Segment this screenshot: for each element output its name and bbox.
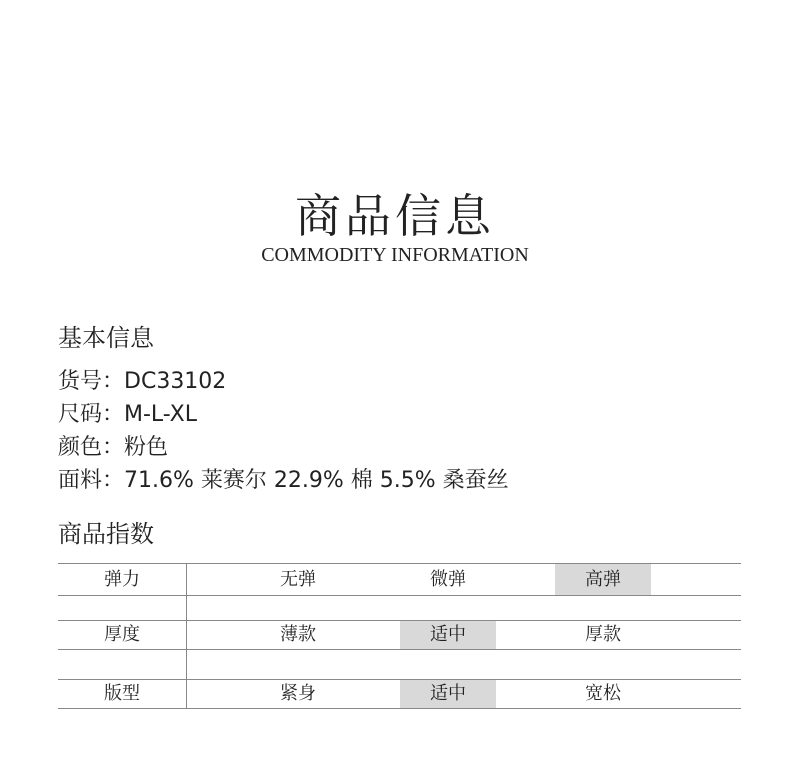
spec-list xyxy=(58,365,509,497)
page-title-en: COMMODITY INFORMATION xyxy=(261,244,529,266)
index-option: 宽松 xyxy=(585,683,621,704)
index-option: 厚款 xyxy=(585,624,621,645)
spec-item-sku xyxy=(58,365,509,398)
spec-item-size xyxy=(58,398,509,431)
index-table xyxy=(58,563,741,709)
index-option: 无弹 xyxy=(280,569,316,590)
index-row-label: 版型 xyxy=(104,683,140,704)
index-option: 薄款 xyxy=(280,624,316,645)
spec-label: 尺码： xyxy=(58,402,125,427)
spec-item-color xyxy=(58,431,509,464)
table-divider xyxy=(58,649,741,650)
index-option: 紧身 xyxy=(280,683,316,704)
spec-label: 货号： xyxy=(58,369,125,394)
table-divider xyxy=(58,708,741,709)
index-option-selected: 高弹 xyxy=(555,564,651,595)
index-option-selected: 适中 xyxy=(400,621,496,649)
table-divider xyxy=(58,595,741,596)
spec-item-fabric xyxy=(58,464,509,497)
index-option: 微弹 xyxy=(430,569,466,590)
basic-info-title: 基本信息 xyxy=(58,324,154,352)
table-column-divider xyxy=(186,563,187,709)
index-title: 商品指数 xyxy=(58,520,154,548)
spec-label: 面料： xyxy=(58,468,125,493)
spec-value: 粉色 xyxy=(124,435,169,460)
spec-value: 71.6% 莱赛尔 22.9% 棉 5.5% 桑蚕丝 xyxy=(124,468,509,493)
spec-value: M-L-XL xyxy=(124,402,197,427)
page-title-cn: 商品信息 xyxy=(295,189,495,243)
spec-label: 颜色： xyxy=(58,435,125,460)
index-option-selected: 适中 xyxy=(400,680,496,708)
index-row-label: 弹力 xyxy=(104,569,140,590)
index-row-label: 厚度 xyxy=(104,624,140,645)
spec-value: DC33102 xyxy=(124,369,227,394)
